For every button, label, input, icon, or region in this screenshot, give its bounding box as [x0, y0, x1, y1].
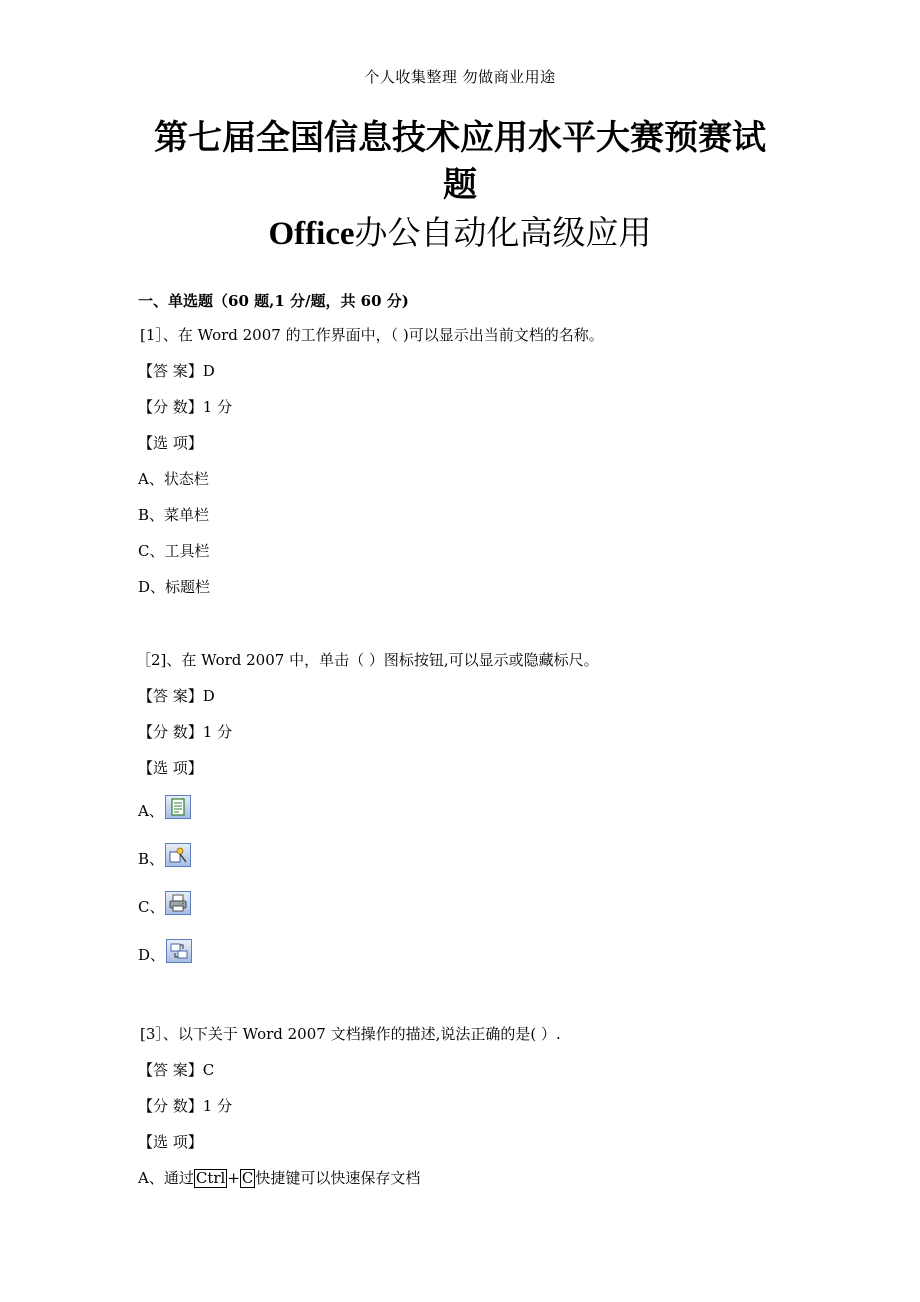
plus-sign: +: [227, 1169, 240, 1187]
ruler-toggle-icon: [166, 939, 192, 963]
question-2-answer: 【答 案】D: [138, 687, 215, 705]
question-3-options-label: 【选 项】: [138, 1133, 203, 1151]
question-2-options-label: 【选 项】: [138, 759, 203, 777]
question-2-option-d-label: D、: [138, 946, 166, 964]
ctrl-key: Ctrl: [195, 1169, 226, 1187]
question-3-option-a-suffix: 快捷键可以快速保存文档: [255, 1169, 421, 1187]
subtitle-rest: 办公自动化高级应用: [354, 213, 652, 252]
question-1-options-label: 【选 项】: [138, 434, 203, 452]
subtitle: [0, 213, 920, 254]
question-2-option-b: [138, 843, 191, 869]
question-1-option-c: C、工具栏: [138, 542, 210, 560]
question-2-option-d: [138, 939, 192, 965]
question-3-prompt: [3］、以下关于 Word 2007 文档操作的描述,说法正确的是( ）.: [140, 1025, 561, 1043]
section-heading: 一、单选题（60 题,1 分/题，共 60 分): [138, 292, 409, 310]
question-3-option-a: [138, 1168, 420, 1188]
question-1-answer: 【答 案】D: [138, 362, 215, 380]
question-3-answer: 【答 案】C: [138, 1061, 215, 1079]
title-line-1: 第七届全国信息技术应用水平大赛预赛试: [154, 118, 766, 158]
printer-icon: [165, 891, 191, 915]
title-line-2: 题: [443, 165, 477, 205]
header-note: 个人收集整理 勿做商业用途: [364, 68, 556, 86]
question-2-option-b-label: B、: [138, 850, 165, 868]
question-1-option-a: A、状态栏: [138, 470, 209, 488]
question-2-score: 【分 数】1 分: [138, 723, 233, 741]
question-3-option-a-prefix: A、通过: [138, 1169, 194, 1187]
question-2-option-c: [138, 891, 191, 917]
question-2-option-c-label: C、: [138, 898, 165, 916]
question-2-prompt: ［2]、在 Word 2007 中，单击（ ）图标按钮,可以显示或隐藏标尺。: [136, 651, 599, 669]
question-1-prompt: [1］、在 Word 2007 的工作界面中，（ )可以显示出当前文档的名称。: [140, 326, 604, 344]
question-2-option-a-label: A、: [138, 802, 164, 820]
question-1-option-d: D、标题栏: [138, 578, 211, 596]
subtitle-latin: Office: [268, 216, 355, 252]
question-1-score: 【分 数】1 分: [138, 398, 233, 416]
question-2-option-a: [138, 795, 191, 821]
document-page-icon: [165, 795, 191, 819]
edit-tool-icon: [165, 843, 191, 867]
question-3-score: 【分 数】1 分: [138, 1097, 233, 1115]
question-1-option-b: B、菜单栏: [138, 506, 210, 524]
c-key: C: [241, 1169, 254, 1187]
